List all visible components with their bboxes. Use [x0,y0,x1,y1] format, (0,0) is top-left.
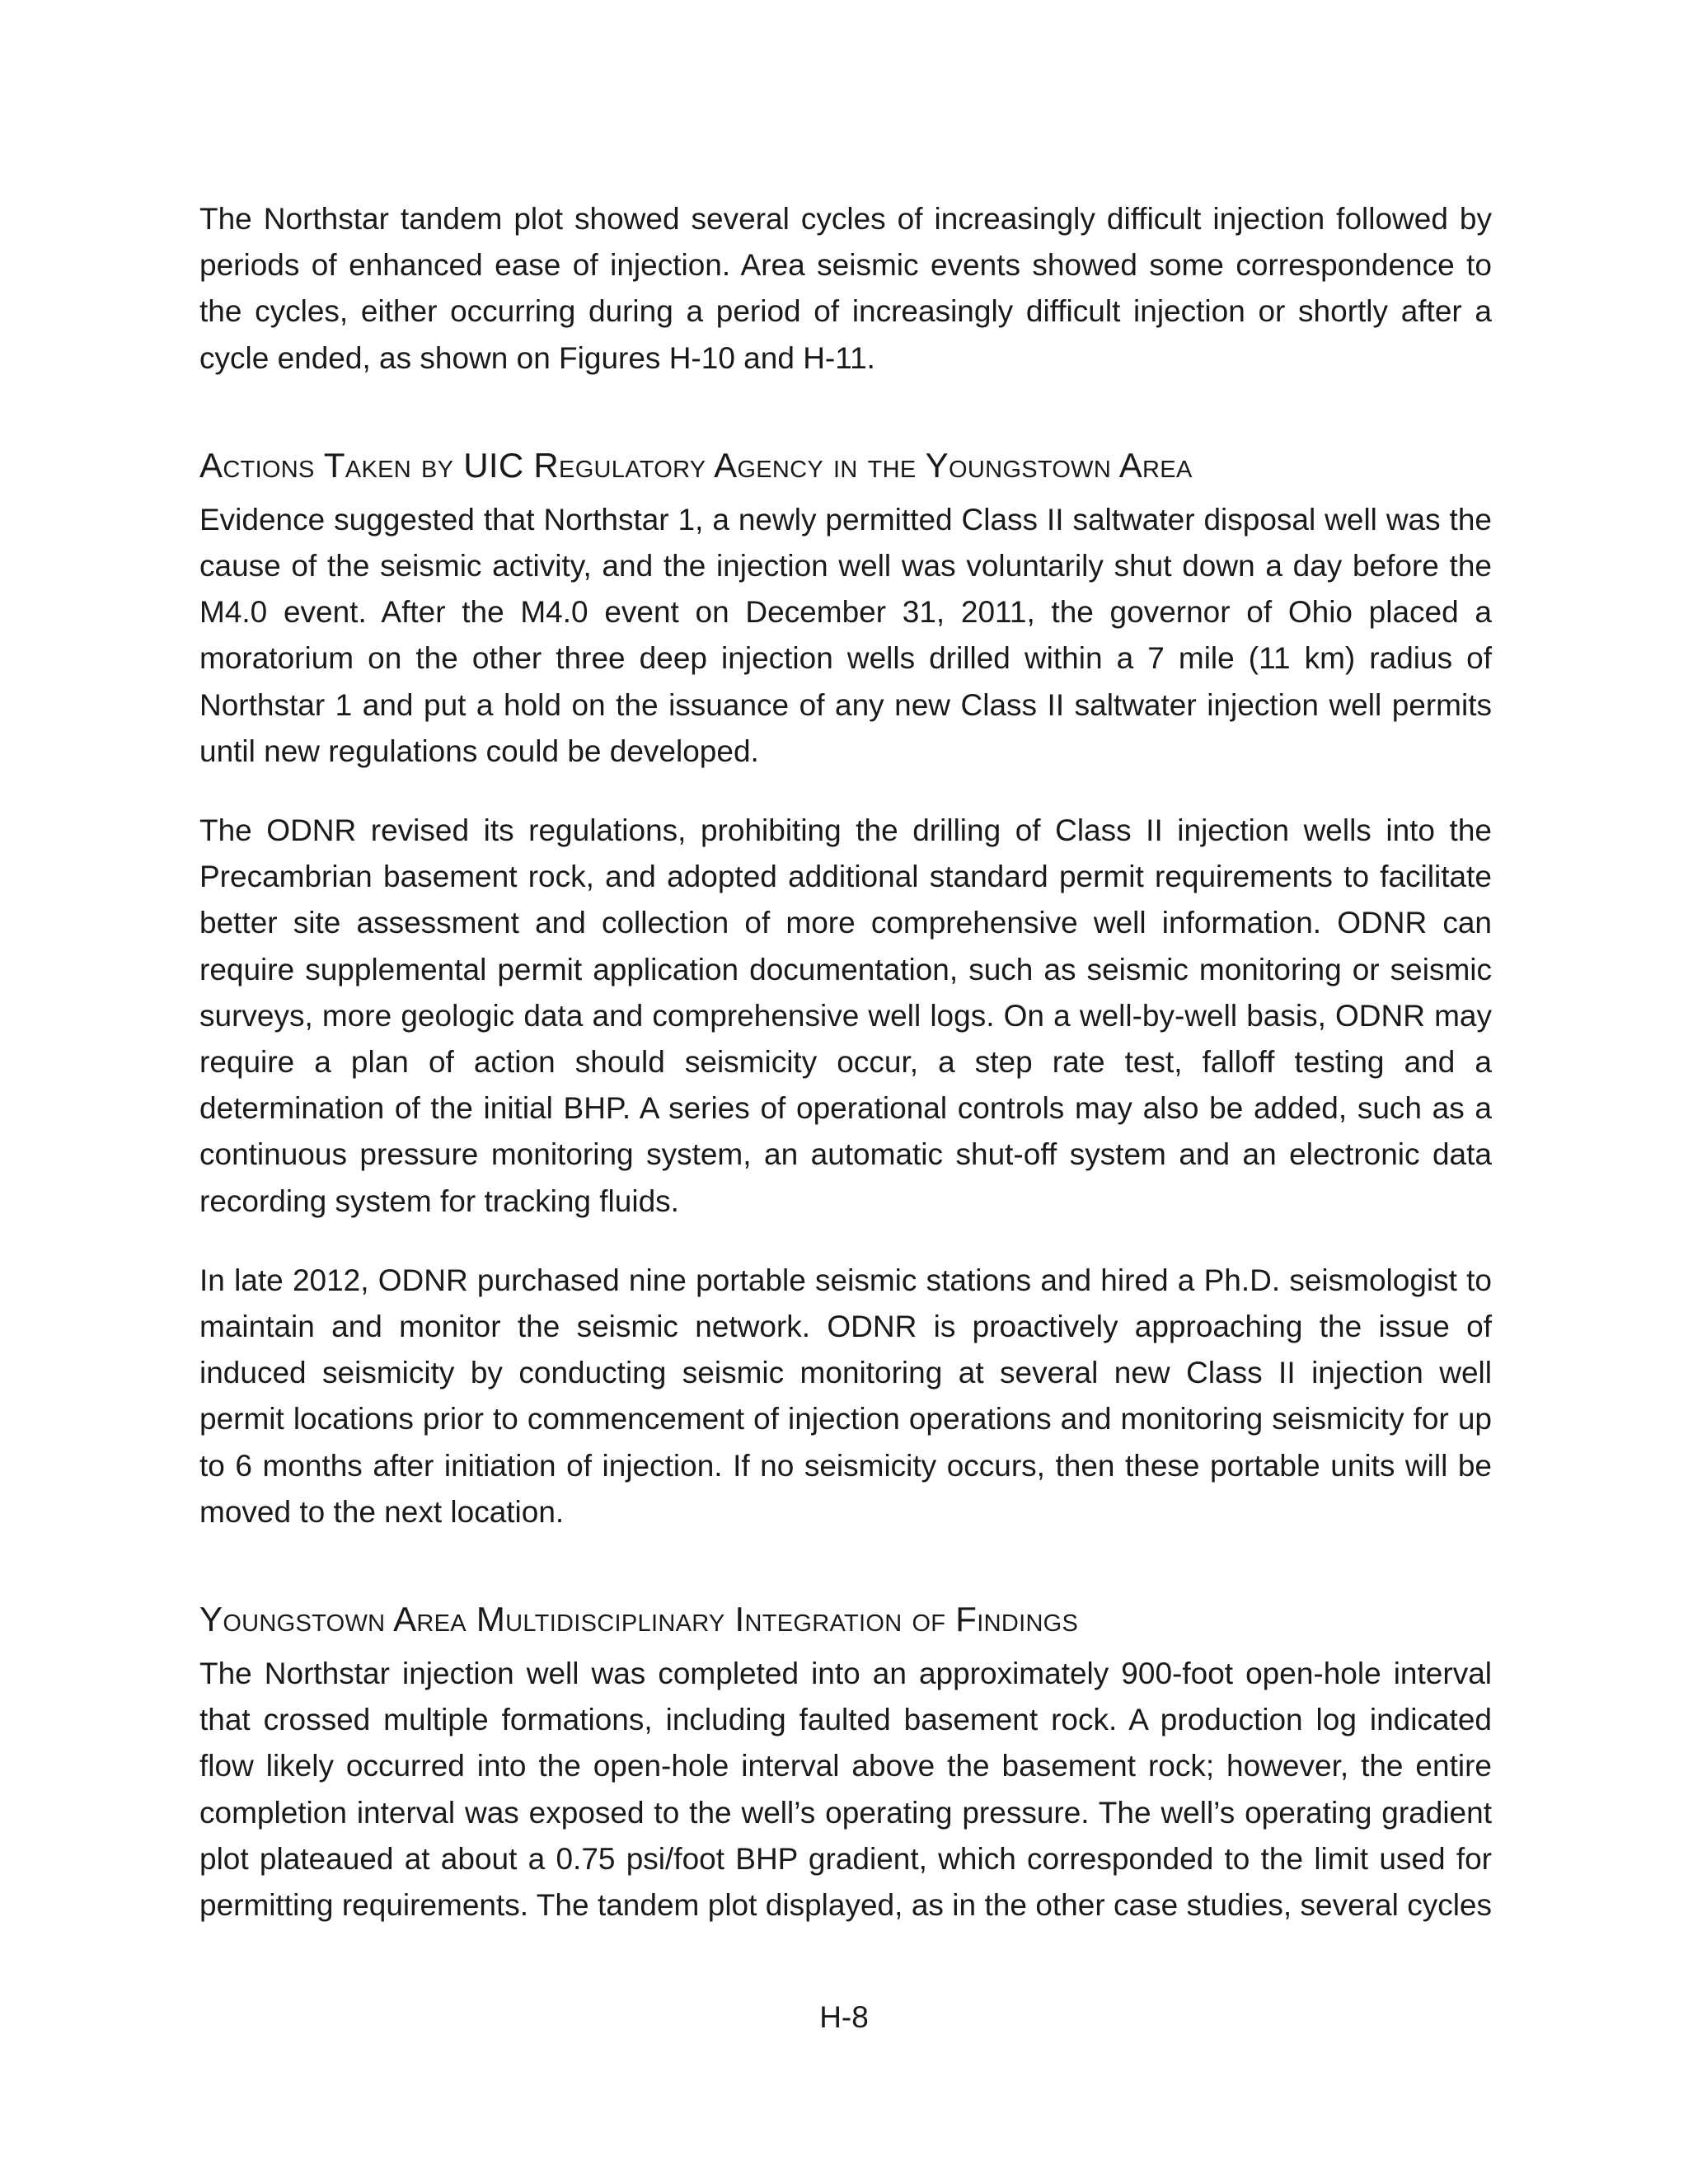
paragraph-northstar-injection-well: The Northstar injection well was completed into an approximately 900-foot open-hole interval that crossed multiple formations, including faulted basement rock. A production log indicated flow likely occurred into the open-hole interval above the basement rock; however, the entire completion interval was exposed to the well’s operating pressure. The well’s operating gradient plot plateaued at about a 0.75 psi/foot BHP gradient, which corresponded to the limit used for permitting requirements. The tandem plot displayed, as in the other case studies, several cycles [199,1657,1492,1923]
page-number: H-8 [819,2000,869,2034]
section-heading-integration-of-findings: Youngstown Area Multidisciplinary Integration of Findings [199,1600,1079,1639]
section-heading-actions-taken: Actions Taken by UIC Regulatory Agency in the Youngstown Area [199,445,1193,485]
paragraph-evidence-suggested: Evidence suggested that Northstar 1, a newly permitted Class II saltwater disposal well was the cause of the seismic activity, and the injection well was voluntarily shut down a day before the M4.0 event. After the M4.0 event on December 31, 2011, the governor of Ohio placed a moratorium on the other three deep injection wells drilled within a 7 mile (11 km) radius of Northstar 1 and put a hold on the issuance of any new Class II saltwater injection well permits until new regulations could be developed. [199,502,1492,768]
document-body [199,196,1492,1929]
paragraph-odnr-revised-regulations: The ODNR revised its regulations, prohibiting the drilling of Class II injection wells into the Precambrian basement rock, and adopted additional standard permit requirements to facilitate better site assessment and collection of more comprehensive well information. ODNR can require supplemental permit application documentation, such as seismic monitoring or seismic surveys, more geologic data and comprehensive well logs. On a well-by-well basis, ODNR may require a plan of action should seismicity occur, a step rate test, falloff testing and a determination of the initial BHP. A series of operational controls may also be added, such as a continuous pressure monitoring system, an automatic shut-off system and an electronic data recording system for tracking fluids. [199,813,1492,1218]
paragraph-odnr-seismic-stations: In late 2012, ODNR purchased nine portable seismic stations and hired a Ph.D. seismologist to maintain and monitor the seismic network. ODNR is proactively approaching the issue of induced seismicity by conducting seismic monitoring at several new Class II injection well permit locations prior to commencement of injection operations and monitoring seismicity for up to 6 months after initiation of injection. If no seismicity occurs, then these portable units will be moved to the next location. [199,1263,1492,1529]
paragraph-northstar-tandem-plot: The Northstar tandem plot showed several cycles of increasingly difficult injection followed by periods of enhanced ease of injection. Area seismic events showed some correspondence to the cycles, either occurring during a period of increasingly difficult injection or shortly after a cycle ended, as shown on Figures H-10 and H-11. [199,202,1492,375]
